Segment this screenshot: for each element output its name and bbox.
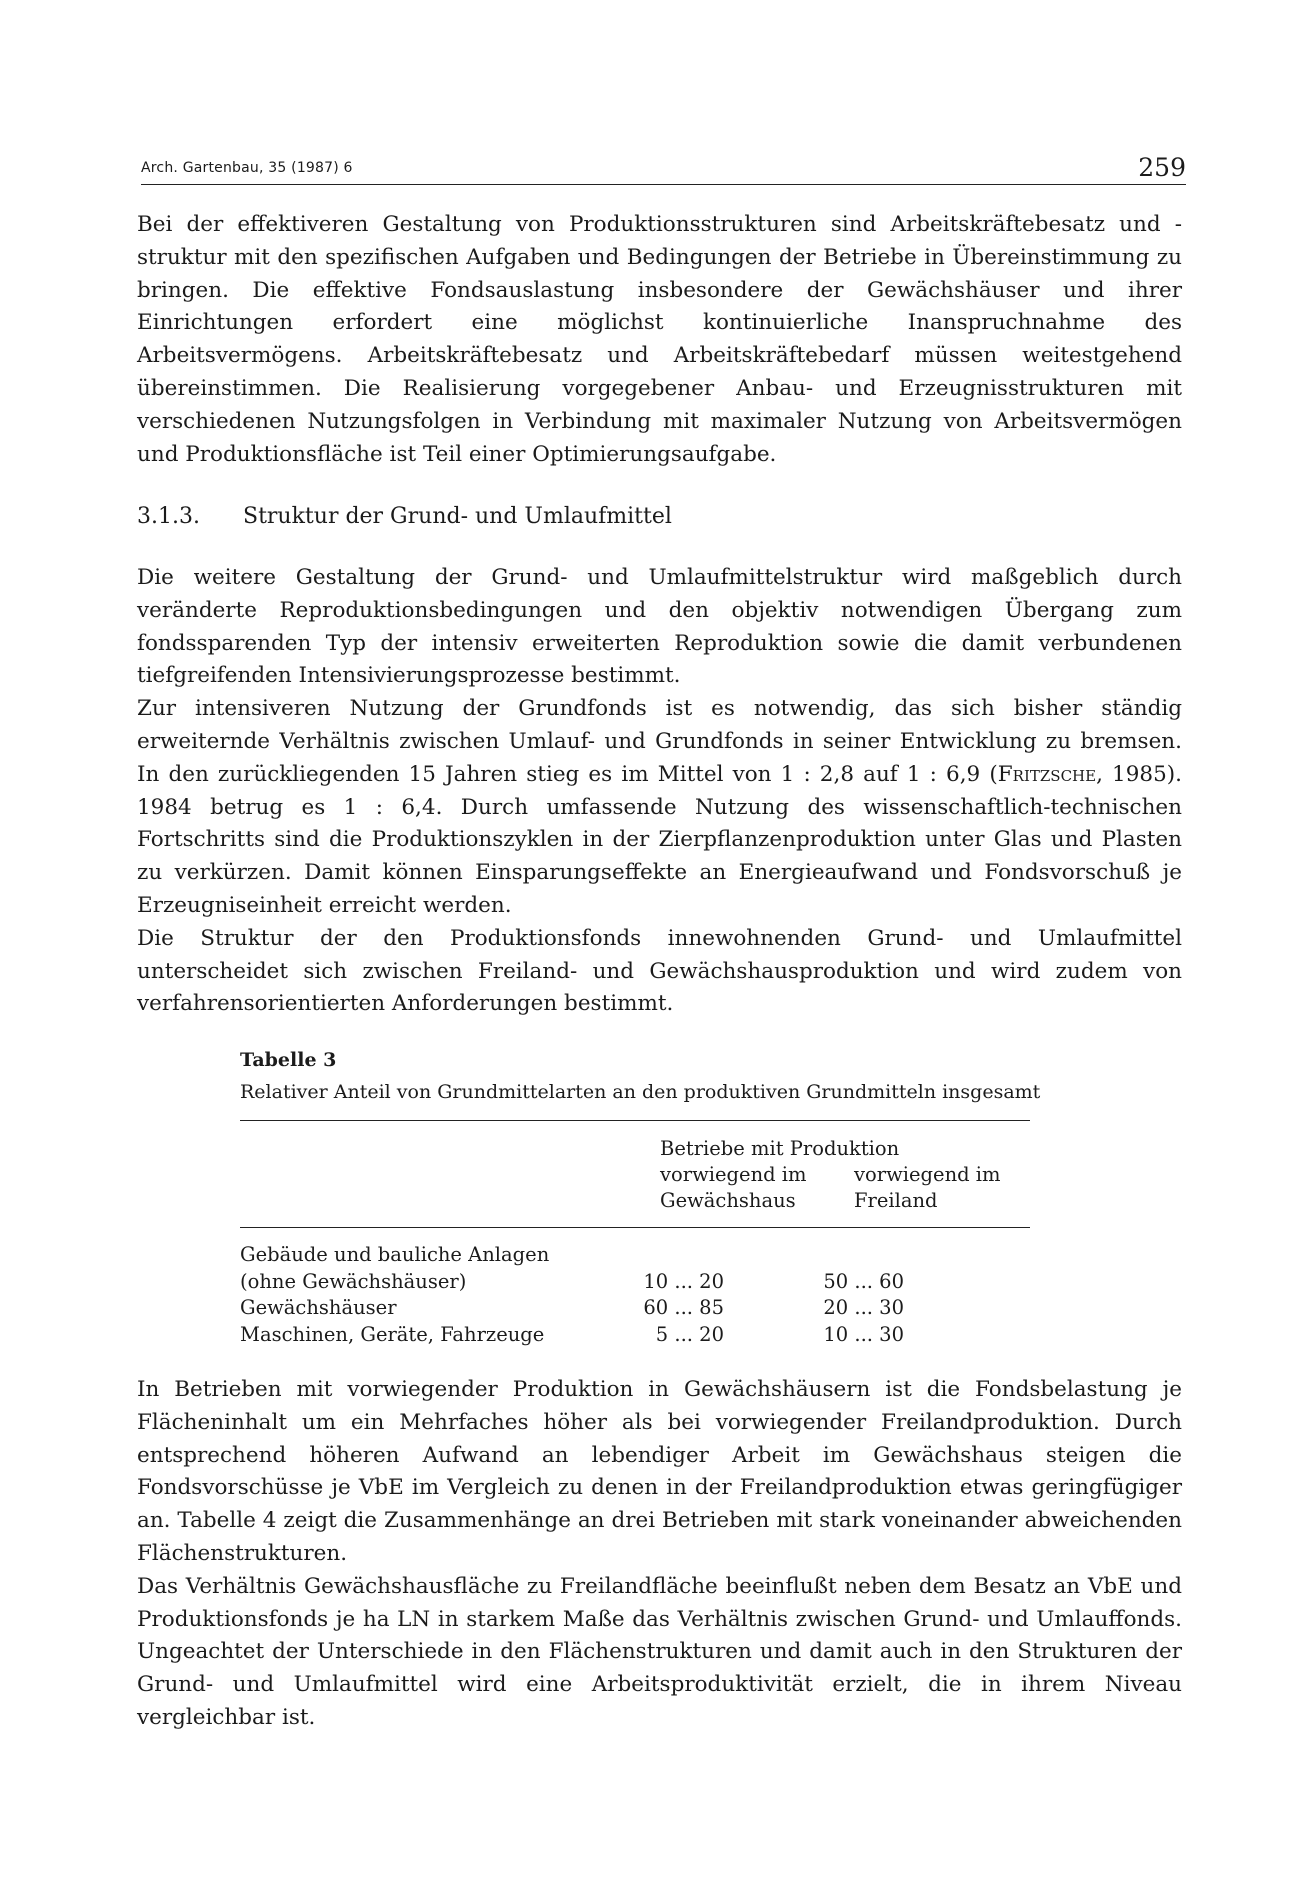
paragraph-3-part-1: Zur intensiveren Nutzung der Grundfonds ist es notwendig, das sich bisher ständig erweiternde Verhältnis zwischen Umlauf- und Grundfonds in seiner Entwicklung zu bremsen. In den zurückliegenden 15 Jahren stieg es im Mittel von 1 : 2,8 auf 1 : 6,9 (	[137, 696, 1182, 787]
body-text-block-3	[137, 1374, 1182, 1735]
section-title: Struktur der Grund- und Umlaufmittel	[243, 504, 672, 529]
cell-open-field: 50 ... 60	[823, 1269, 904, 1293]
cell-greenhouse: 60 ... 85	[643, 1296, 724, 1319]
citation-author: Fritzsche	[997, 761, 1097, 787]
section-heading	[137, 501, 672, 533]
body-text-block-2	[137, 562, 1182, 1021]
table-header	[240, 1136, 1030, 1225]
journal-reference: Arch. Gartenbau, 35 (1987) 6	[141, 160, 353, 176]
table-row	[240, 1295, 1030, 1322]
running-header	[141, 152, 1186, 185]
body-text-block-1	[137, 209, 1182, 471]
row-label: (ohne Gewächshäuser)	[240, 1269, 467, 1293]
page-number: 259	[1138, 153, 1186, 182]
paragraph-6: Das Verhältnis Gewächshausfläche zu Freilandfläche beeinflußt neben dem Besatz an VbE und Produktionsfonds je ha LN in starkem Maße das Verhältnis zwischen Grund- und Umlauffonds. Ungeachtet der Unterschiede in den Flächenstrukturen und damit auch in den Strukturen der Grund- und Umlaufmittel wird eine Arbeitsproduktivität erzielt, die in ihrem Niveau vergleichbar ist.	[137, 1573, 1182, 1730]
column-header-greenhouse: vorwiegend im Gewächshaus	[660, 1163, 807, 1212]
paragraph-3	[137, 693, 1182, 923]
table-label: Tabelle 3	[240, 1049, 337, 1071]
cell-greenhouse: 5 ... 20	[655, 1322, 724, 1346]
group-header: Betriebe mit Produktion	[660, 1137, 900, 1160]
table-caption	[240, 1044, 1140, 1108]
cell-open-field: 20 ... 30	[823, 1296, 904, 1319]
row-label: Maschinen, Geräte, Fahrzeuge	[240, 1322, 545, 1346]
table-title: Relativer Anteil von Grundmittelarten an den produktiven Grundmitteln insgesamt	[240, 1081, 1041, 1103]
cell-open-field: 10 ... 30	[823, 1322, 904, 1346]
row-label: Gewächshäuser	[240, 1296, 397, 1319]
section-number: 3.1.3.	[137, 504, 200, 529]
paragraph-2: Die weitere Gestaltung der Grund- und Umlaufmittelstruktur wird maßgeblich durch veränderte Reproduktionsbedingungen und den objektiv notwendigen Übergang zum fondssparenden Typ der intensiv erweiterten Reproduktion sowie die damit verbundenen tiefgreifenden Intensivierungsprozesse bestimmt.	[137, 565, 1182, 689]
column-header-open-field: vorwiegend im Freiland	[854, 1163, 1001, 1212]
table-row	[240, 1269, 1030, 1296]
table-header-rule	[240, 1227, 1030, 1228]
paragraph-1: Bei der effektiveren Gestaltung von Produktionsstrukturen sind Arbeitskräftebesatz und -struktur mit den spezifischen Aufgaben und Bedingungen der Betriebe in Übereinstimmung zu bringen. Die effektive Fondsauslastung insbesondere der Gewächshäuser und ihrer Einrichtungen erfordert eine möglichst kontinuierliche Inanspruchnahme des Arbeitsvermögens. Arbeitskräftebesatz und Arbeitskräftebedarf müssen weitestgehend übereinstimmen. Die Realisierung vorgegebener Anbau- und Erzeugnisstrukturen mit verschiedenen Nutzungsfolgen in Verbindung mit maximaler Nutzung von Arbeitsvermögen und Produktionsfläche ist Teil einer Optimierungsaufgabe.	[137, 212, 1182, 467]
table-row	[240, 1242, 1030, 1269]
row-label: Gebäude und bauliche Anlagen	[240, 1243, 550, 1266]
paragraph-5: In Betrieben mit vorwiegender Produktion in Gewächshäusern ist die Fondsbelastung je Flächeninhalt um ein Mehrfaches höher als bei vorwiegender Freilandproduktion. Durch entsprechend höheren Aufwand an lebendiger Arbeit im Gewächshaus steigen die Fondsvorschüsse je VbE im Vergleich zu denen in der Freilandproduktion etwas geringfügiger an. Tabelle 4 zeigt die Zusammenhänge an drei Betrieben mit stark voneinander abweichenden Flächenstrukturen.	[137, 1377, 1182, 1566]
table-row	[240, 1322, 1030, 1349]
cell-greenhouse: 10 ... 20	[643, 1269, 724, 1293]
table-top-rule	[240, 1120, 1030, 1121]
data-table	[240, 1120, 1030, 1348]
paragraph-3-part-2: , 1985). 1984 betrug es 1 : 6,4. Durch umfassende Nutzung des wissenschaftlich-technischen Fortschritts sind die Produktionszyklen in der Zierpflanzenproduktion unter Glas und Plasten zu verkürzen. Damit können Einsparungseffekte an Energieaufwand und Fondsvorschuß je Erzeugniseinheit erreicht werden.	[137, 761, 1182, 918]
paragraph-4: Die Struktur der den Produktionsfonds innewohnenden Grund- und Umlaufmittel unterscheidet sich zwischen Freiland- und Gewächshausproduktion und wird zudem von verfahrensorientierten Anforderungen bestimmt.	[137, 925, 1182, 1017]
